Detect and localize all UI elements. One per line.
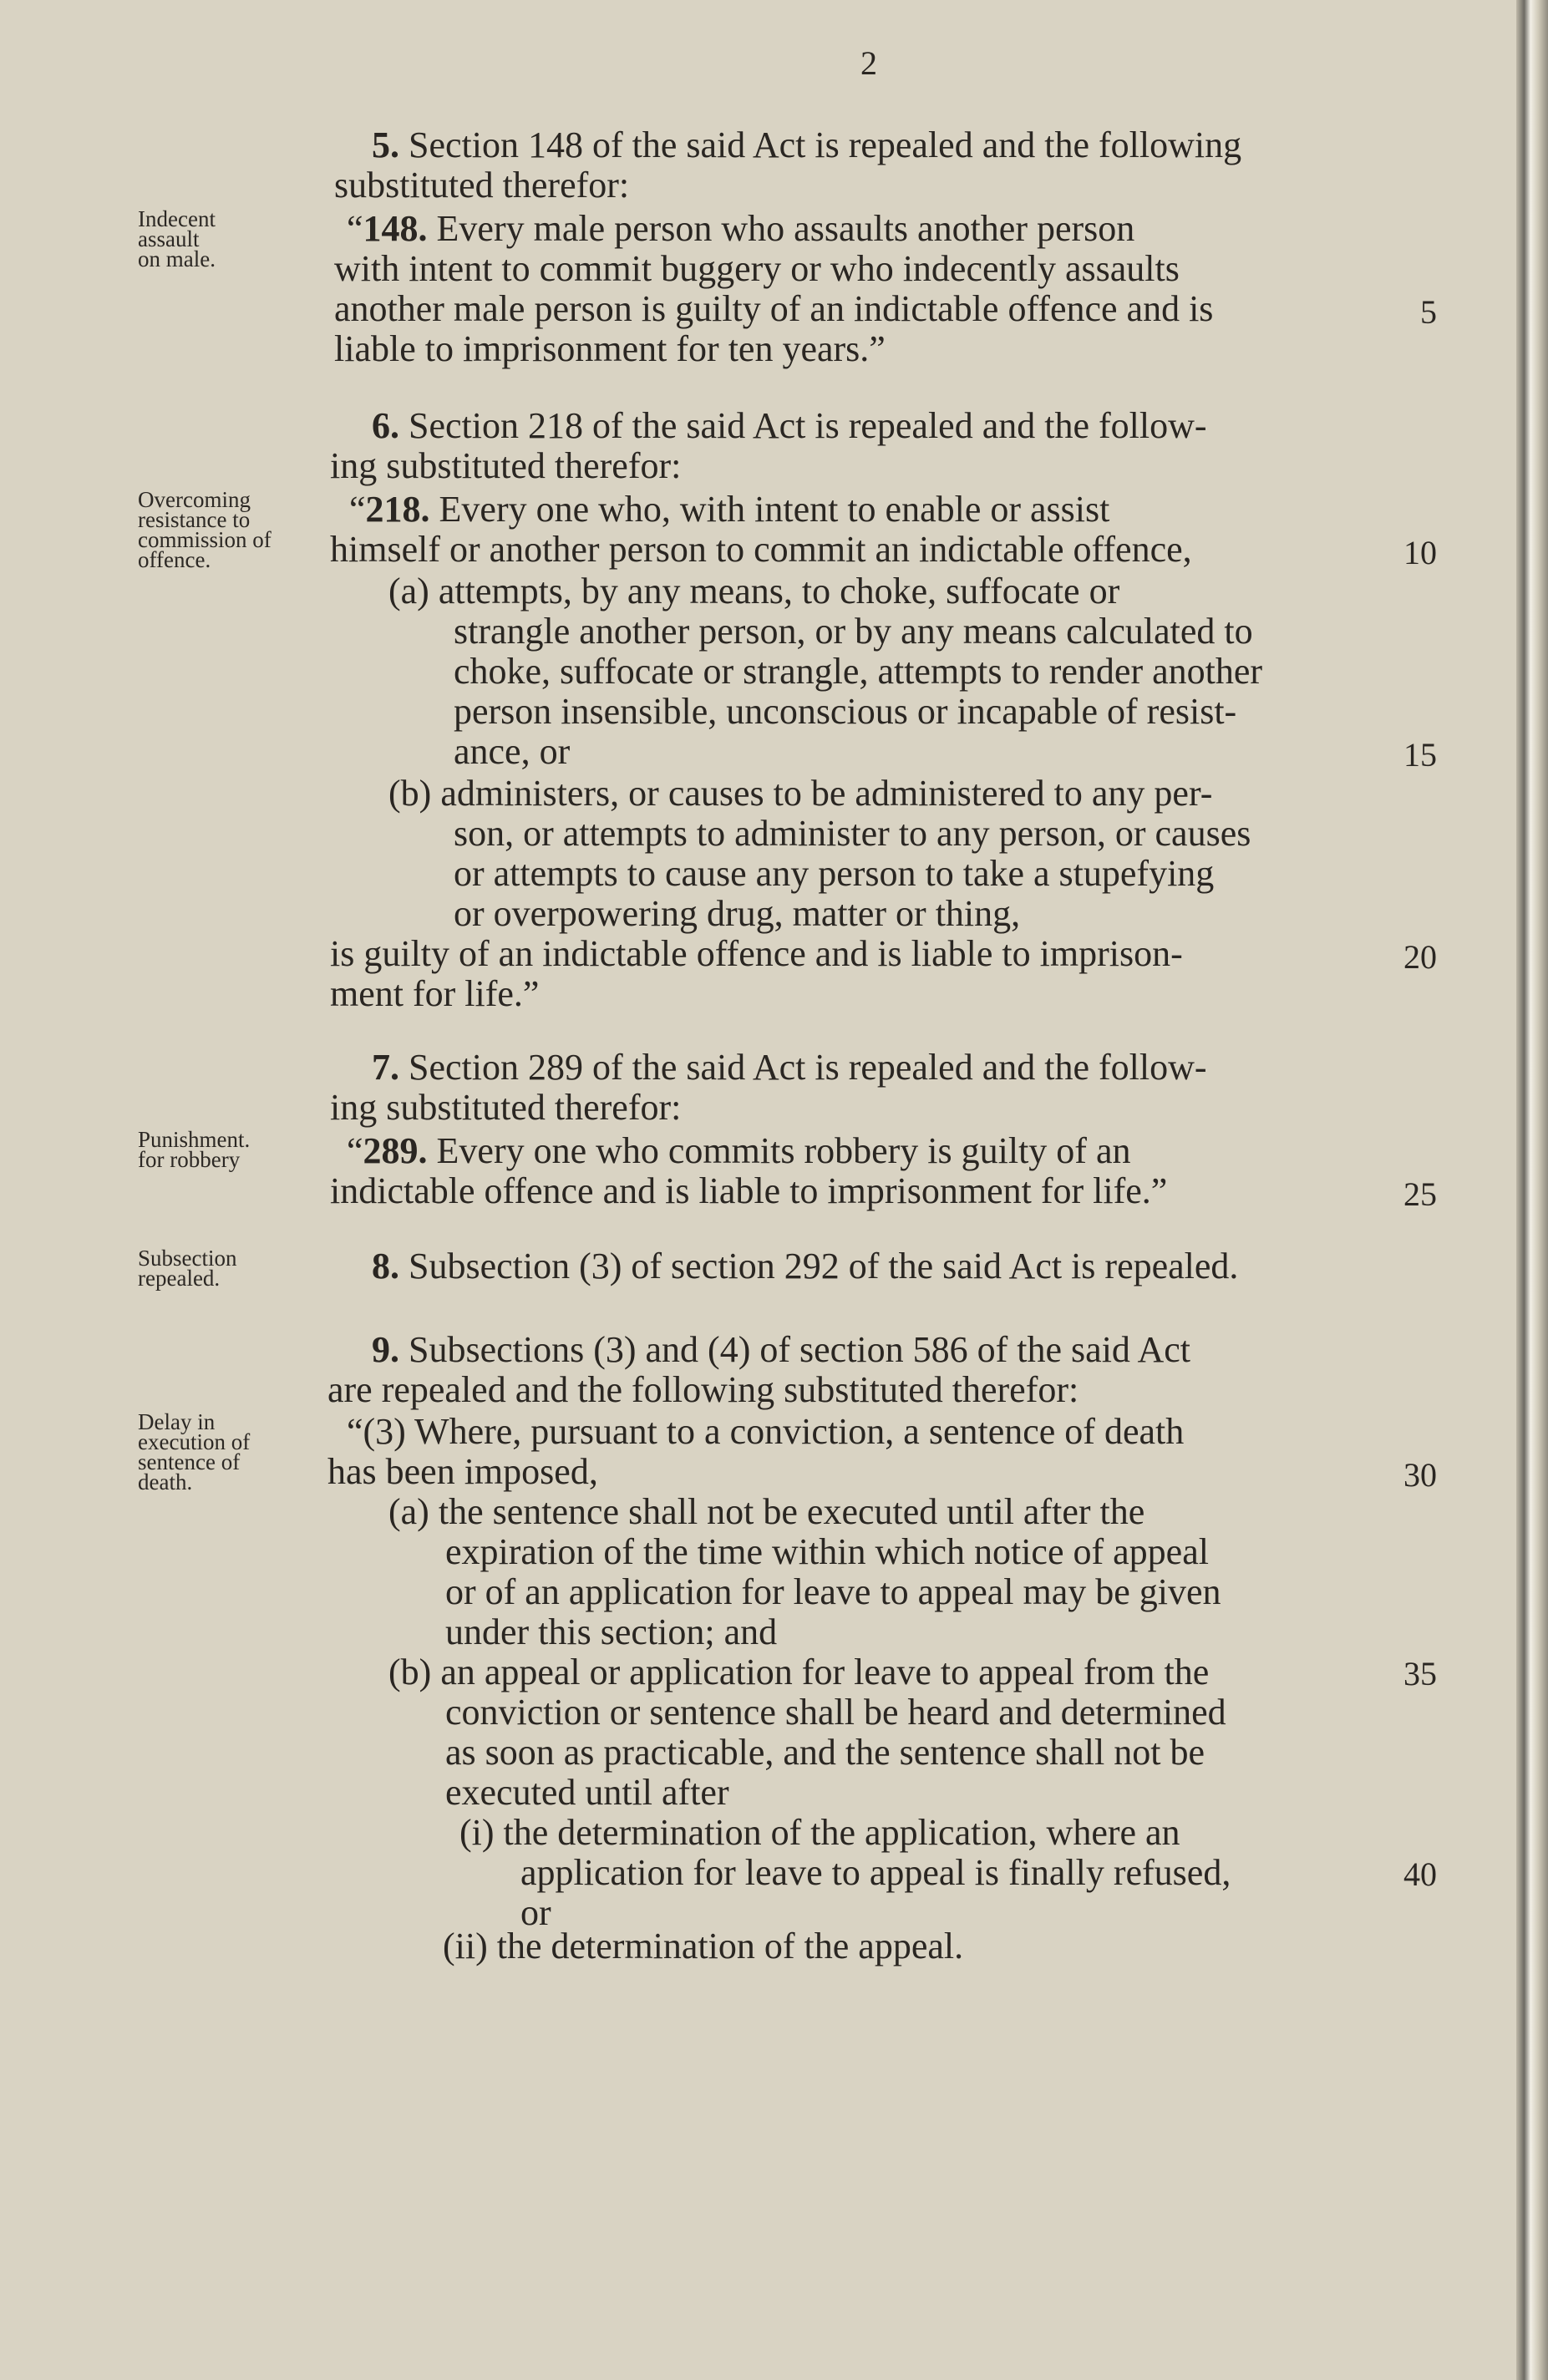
text-line: himself or another person to commit an indictable offence,: [330, 529, 1192, 570]
text-line: person insensible, unconscious or incapable of resist-: [454, 691, 1237, 732]
line-number: 25: [1403, 1175, 1437, 1213]
text-line: administers, or causes to be administered to any per-: [440, 773, 1213, 814]
clause-label: (ii): [443, 1926, 488, 1966]
text-line: executed until after: [445, 1772, 729, 1813]
book-page-edge: [1516, 0, 1548, 2380]
text-line: Every one who, with intent to enable or assist: [439, 489, 1110, 530]
text-line: Every male person who assaults another person: [436, 208, 1135, 249]
margin-note-line: commission of: [138, 527, 272, 552]
line-number: 40: [1403, 1855, 1437, 1893]
text-line: Section 148 of the said Act is repealed and the following: [409, 124, 1242, 165]
text-line: substituted therefor:: [334, 165, 630, 206]
quote-mark: “: [347, 1130, 363, 1171]
quote-mark: “: [349, 489, 366, 530]
text-line: Section 289 of the said Act is repealed and the follow-: [409, 1047, 1207, 1088]
margin-note-line: on male.: [138, 246, 216, 271]
margin-note-line: resistance to: [138, 507, 251, 532]
text-line: as soon as practicable, and the sentence shall not be: [445, 1732, 1205, 1773]
line-number: 35: [1403, 1655, 1437, 1692]
text-line: liable to imprisonment for ten years.”: [334, 328, 886, 369]
clause-label: (b): [388, 1652, 432, 1692]
margin-note-line: death.: [138, 1469, 193, 1494]
margin-note-line: execution of: [138, 1429, 251, 1454]
text-line: conviction or sentence shall be heard and determined: [445, 1692, 1226, 1733]
margin-note-line: for robbery: [138, 1147, 241, 1172]
margin-note-robbery: [138, 1129, 250, 1170]
line-number: 10: [1403, 534, 1437, 571]
margin-note-subsection-repealed: [138, 1246, 237, 1291]
text-line: expiration of the time within which notice of appeal: [445, 1531, 1209, 1572]
text-line: or overpowering drug, matter or thing,: [454, 893, 1021, 934]
text-line: application for leave to appeal is finally refused,: [520, 1852, 1231, 1893]
text-line: strangle another person, or by any means calculated to: [454, 611, 1253, 652]
clause-label: (b): [388, 773, 432, 814]
margin-note-line: assault: [138, 226, 200, 251]
text-line: ing substituted therefor:: [330, 1087, 682, 1128]
margin-note-line: offence.: [138, 547, 211, 572]
text-line: or attempts to cause any person to take a stupefying: [454, 853, 1215, 894]
text-line: indictable offence and is liable to imprisonment for life.”: [330, 1170, 1168, 1211]
text-line: son, or attempts to administer to any person, or causes: [454, 813, 1251, 854]
section-number: 218.: [365, 489, 430, 530]
text-line: the determination of the application, where an: [503, 1812, 1180, 1853]
page-number: 2: [860, 44, 877, 82]
section-number: 148.: [363, 208, 428, 249]
line-number: 20: [1403, 938, 1437, 976]
text-line: “(3) Where, pursuant to a conviction, a sentence of death: [347, 1411, 1185, 1452]
margin-note-overcoming-resistance: [138, 487, 272, 572]
section-number: 289.: [363, 1130, 428, 1171]
clause-label: (a): [388, 1491, 429, 1532]
line-number: 30: [1403, 1456, 1437, 1494]
section-number: 8.: [372, 1246, 399, 1286]
margin-note-line: Delay in: [138, 1409, 216, 1434]
margin-note-line: Indecent: [138, 206, 216, 231]
text-line: is guilty of an indictable offence and is liable to imprison-: [330, 933, 1183, 974]
text-line: ment for life.”: [330, 973, 540, 1014]
text-line: the determination of the appeal.: [496, 1926, 964, 1966]
margin-note-line: repealed.: [138, 1266, 221, 1291]
quote-mark: “: [347, 208, 363, 249]
text-line: ance, or: [454, 731, 571, 772]
text-line: are repealed and the following substituted therefor:: [327, 1369, 1079, 1410]
clause-label: (a): [388, 571, 429, 611]
text-line: the sentence shall not be executed until after the: [438, 1491, 1145, 1532]
margin-note-line: Overcoming: [138, 487, 251, 512]
text-line: or: [520, 1892, 551, 1933]
margin-note-line: sentence of: [138, 1449, 241, 1474]
margin-note-line: Punishment.: [138, 1127, 251, 1152]
text-line: under this section; and: [445, 1611, 778, 1652]
text-line: Every one who commits robbery is guilty of an: [436, 1130, 1131, 1171]
text-line: has been imposed,: [327, 1451, 598, 1492]
section-number: 9.: [372, 1329, 399, 1370]
text-line: with intent to commit buggery or who indecently assaults: [334, 248, 1180, 289]
text-line: an appeal or application for leave to appeal from the: [440, 1652, 1210, 1692]
text-line: ing substituted therefor:: [330, 445, 682, 486]
text-line: choke, suffocate or strangle, attempts to render another: [454, 651, 1263, 692]
line-number: 15: [1403, 736, 1437, 774]
line-number: 5: [1420, 293, 1437, 331]
text-line: Subsections (3) and (4) of section 586 of the said Act: [409, 1329, 1191, 1370]
section-number: 6.: [372, 405, 399, 446]
section-number: 5.: [372, 124, 399, 165]
text-line: another male person is guilty of an indictable offence and is: [334, 288, 1214, 329]
margin-note-indecent-assault: [138, 206, 216, 271]
text-line: or of an application for leave to appeal may be given: [445, 1571, 1221, 1612]
clause-label: (i): [459, 1812, 495, 1853]
text-line: attempts, by any means, to choke, suffocate or: [438, 571, 1120, 611]
text-line: Section 218 of the said Act is repealed and the follow-: [409, 405, 1207, 446]
section-number: 7.: [372, 1047, 399, 1088]
margin-note-delay-execution: [138, 1409, 251, 1494]
margin-note-line: Subsection: [138, 1246, 237, 1271]
text-line: Subsection (3) of section 292 of the said Act is repealed.: [409, 1246, 1239, 1286]
